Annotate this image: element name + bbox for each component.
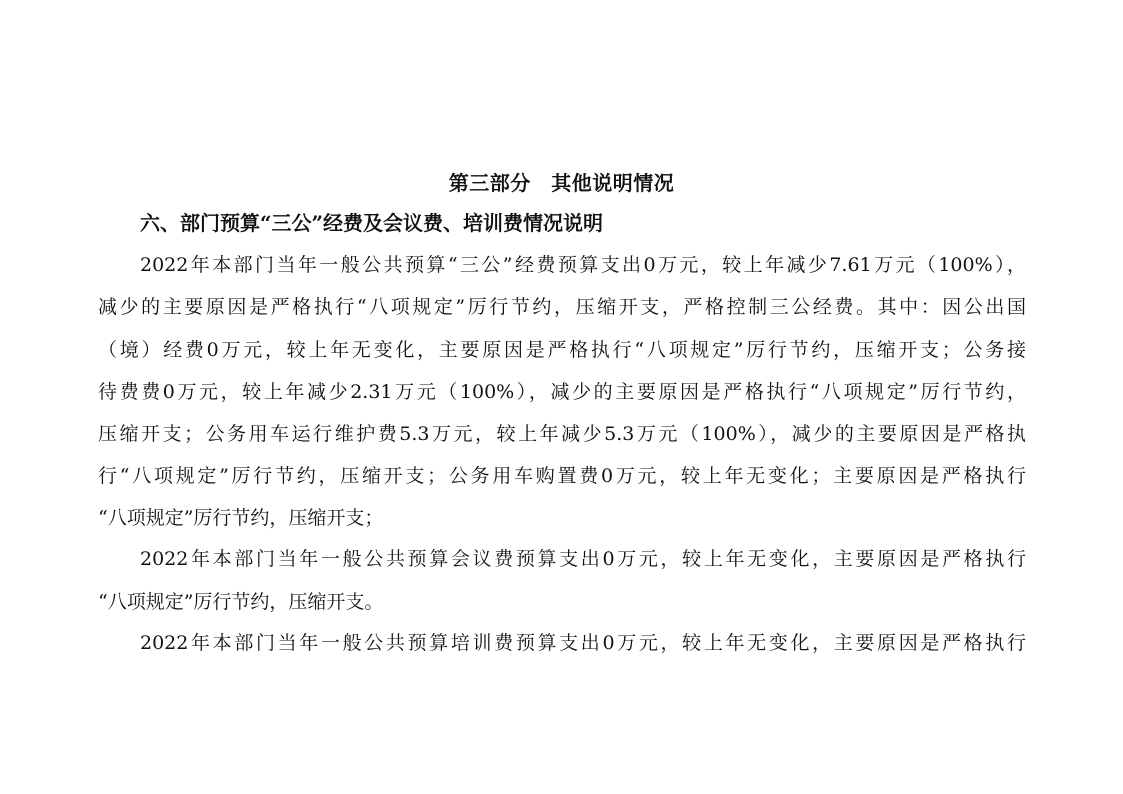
paragraph-1-line-7: “八项规定”厉行节约，压缩开支； (98, 507, 384, 529)
paragraph-3-line-1: 2022年本部门当年一般公共预算培训费预算支出0万元，较上年无变化，主要原因是严格执行 (140, 632, 1026, 654)
paragraph-1-line-6: 行“八项规定”厉行节约，压缩开支；公务用车购置费0万元，较上年无变化；主要原因是严格执行 (98, 465, 1026, 487)
paragraph-2-line-1: 2022年本部门当年一般公共预算会议费预算支出0万元，较上年无变化，主要原因是严格执行 (140, 548, 1026, 570)
paragraph-1-line-1: 2022年本部门当年一般公共预算“三公”经费预算支出0万元，较上年减少7.61万元（100%）， (140, 254, 1026, 276)
paragraph-2-line-2: “八项规定”厉行节约，压缩开支。 (98, 591, 384, 613)
paragraph-1-line-5: 压缩开支；公务用车运行维护费5.3万元，较上年减少5.3万元（100%），减少的主要原因是严格执 (98, 423, 1026, 445)
paragraph-1-line-4: 待费费0万元，较上年减少2.31万元（100%），减少的主要原因是严格执行“八项规定”厉行节约， (98, 381, 1026, 403)
paragraph-1-line-2: 减少的主要原因是严格执行“八项规定”厉行节约，压缩开支，严格控制三公经费。其中：因公出国 (98, 296, 1026, 318)
section-heading: 六、部门预算“三公”经费及会议费、培训费情况说明 (140, 211, 604, 235)
part-title: 第三部分 其他说明情况 (448, 171, 675, 195)
paragraph-1-line-3: （境）经费0万元，较上年无变化，主要原因是严格执行“八项规定”厉行节约，压缩开支；公务接 (98, 339, 1026, 361)
